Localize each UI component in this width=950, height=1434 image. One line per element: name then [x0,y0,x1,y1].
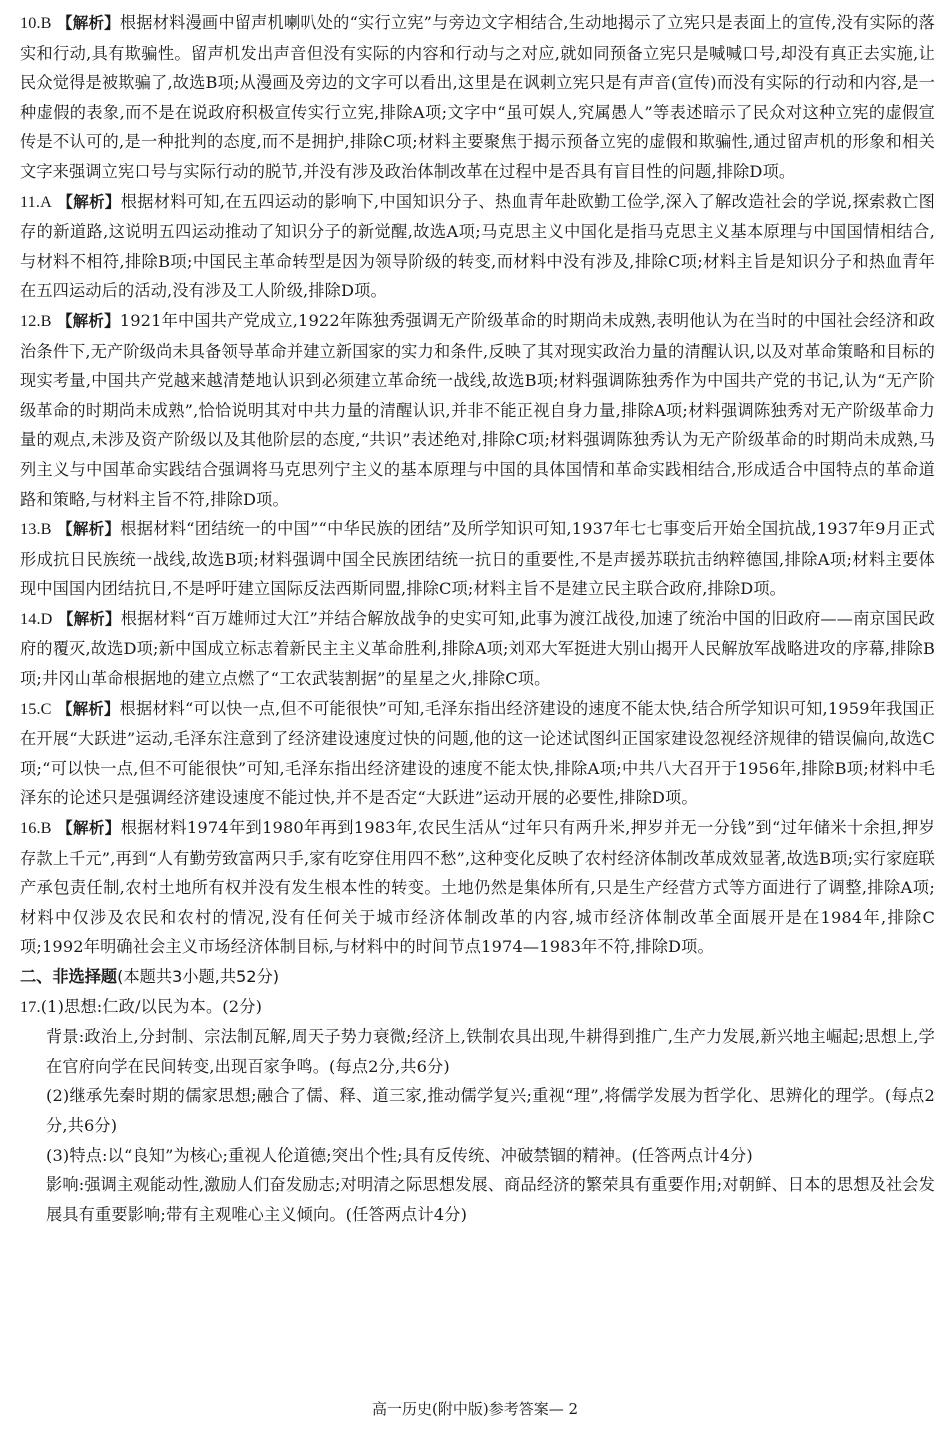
question-number: 10.B [20,14,52,32]
section-title: 非选择题 [52,967,118,986]
answer-item-17-part3: (3)特点:以“良知”为核心;重视人伦道德;突出个性;具有反传统、冲破禁锢的精神。(任答两点计4分) [46,1145,753,1165]
answer-item-13 [20,514,935,604]
question-number: 14.D [20,609,53,628]
analysis-text: 根据材料漫画中留声机喇叭处的“实行立宪”与旁边文字相结合,生动地揭示了立宪只是表面上的宣传,没有实际的落实和行动,具有欺骗性。留声机发出声音但没有实际的内容和行动与之对应,就如同预备立宪只是喊喊口号,却没有真正去实施,让民众觉得是被欺骗了,故选B项;从漫画及旁边的文字可以看出,这里是在讽刺立宪只是有声音(宣传)而没有实际的行动和内容,是一种虚假的表象,而不是在说政府积极宣传实行立宪,排除A项;文字中“虽可娱人,究属愚人”等表述暗示了民众对这种立宪的虚假宣传是不认可的,是一种批判的态度,而不是拥护,排除C项;材料主要聚焦于揭示预备立宪的虚假和欺骗性,通过留声机的形象和相关文字来强调立宪口号与实际行动的脱节,并没有涉及政治体制改革在过程中是否具有盲目性的问题,排除D项。 [20,13,936,181]
analysis-tag: 【解析】 [57,520,121,539]
question-number: 17. [20,997,41,1016]
answer-page [20,8,935,1229]
section-prefix: 二、 [20,967,53,986]
question-number: 13.B [20,520,52,539]
page-footer: 高一历史(附中版)参考答案— 2 [371,1400,579,1418]
answer-item-17-impact: 影响:强调主观能动性,激励人们奋发励志;对明清之际思想发展、商品经济的繁荣具有重要作用;对朝鲜、日本的思想及社会发展具有重要影响;带有主观唯心主义倾向。(任答两点计4分) [46,1175,935,1224]
question-number: 15.C [20,699,52,718]
answer-item-15 [20,694,935,813]
answer-item-17-background: 背景:政治上,分封制、宗法制瓦解,周天子势力衰微;经济上,铁制农具出现,牛耕得到推广,生产力发展,新兴地主崛起;思想上,学在官府向学在民间转变,出现百家争鸣。(每点2分,共6分) [46,1027,935,1076]
analysis-text: 根据材料“团结统一的中国”“中华民族的团结”及所学知识可知,1937年七七事变后开始全国抗战,1937年9月正式形成抗日民族统一战线,故选B项;材料强调中国全民族团结统一抗日的重要性,不是声援苏联抗击纳粹德国,排除A项;材料主要体现中国国内团结抗日,不是呼吁建立国际反法西斯同盟,排除C项;材料主旨不是建立民主联合政府,排除D项。 [20,519,936,599]
analysis-tag: 【解析】 [56,699,120,718]
question-number: 16.B [20,819,52,838]
answer-item-17-part2: (2)继承先秦时期的儒家思想;融合了儒、释、道三家,推动儒学复兴;重视“理”,将儒学发展为哲学化、思辨化的理学。(每点2分,共6分) [46,1086,935,1135]
answer-item-10 [20,8,935,187]
analysis-tag: 【解析】 [57,14,120,32]
question-number: 11.A [20,192,52,211]
question-number: 12.B [20,311,52,330]
answer-item-11 [20,187,935,306]
analysis-text: 根据材料1974年到1980年再到1983年,农民生活从“过年只有两升米,押岁并无一分钱”到“过年储米十余担,押岁存款上千元”,再到“人有勤劳致富两只手,家有吃穿住用四不愁”,这种变化反映了农村经济体制改革成效显著,故选B项;实行家庭联产承包责任制,农村土地所有权并没有发生根本性的转变。土地仍然是集体所有,只是生产经营方式等方面进行了调整,排除A项;材料中仅涉及农民和农村的情况,没有任何关于城市经济体制改革的内容,城市经济体制改革全面展开是在1984年,排除C项;1992年明确社会主义市场经济体制目标,与材料中的时间节点1974—1983年不符,排除D项。 [20,818,936,957]
section-heading [20,962,935,992]
analysis-text: 根据材料“可以快一点,但不可能很快”可知,毛泽东指出经济建设的速度不能太快,结合所学知识可知,1959年我国正在开展“大跃进”运动,毛泽东注意到了经济建设速度过快的问题,他的这一论述试图纠正国家建设忽视经济规律的错误偏向,故选C项;“可以快一点,但不可能很快”可知,毛泽东指出经济建设的速度不能太快,排除A项;中共八大召开于1956年,排除B项;材料中毛泽东的论述只是强调经济建设速度不能过快,并不是否定“大跃进”运动开展的必要性,排除D项。 [20,698,936,808]
analysis-text: 1921年中国共产党成立,1922年陈独秀强调无产阶级革命的时期尚未成熟,表明他认为在当时的中国社会经济和政治条件下,无产阶级尚未具备领导革命并建立新国家的实力和条件,反映了其对现实政治力量的清醒认识,以及对革命策略和目标的现实考量,中国共产党越来越清楚地认识到必须建立革命统一战线,故选B项;材料强调陈独秀作为中国共产党的书记,认为“无产阶级革命的时期尚未成熟”,恰恰说明其对中共力量的清醒认识,并非不能正视自身力量,排除A项;材料强调陈独秀对无产阶级革命力量的观点,未涉及资产阶级以及其他阶层的态度,“共识”表述绝对,排除C项;材料强调陈独秀认为无产阶级革命的时期尚未成熟,马列主义与中国革命实践结合强调将马克思列宁主义的基本原理与中国的具体国情和革命实践相结合,形成适合中国特点的革命道路和策略,与材料主旨不符,排除D项。 [20,310,935,509]
analysis-tag: 【解析】 [57,819,121,838]
answer-item-14 [20,604,935,694]
analysis-text: 根据材料“百万雄师过大江”并结合解放战争的史实可知,此事为渡江战役,加速了统治中国的旧政府——南京国民政府的覆灭,故选D项;新中国成立标志着新民主主义革命胜利,排除A项;刘邓大军挺进大别山揭开人民解放军战略进攻的序幕,排除B项;井冈山革命根据地的建立点燃了“工农武装割据”的星星之火,排除C项。 [20,608,936,689]
answer-text: (1)思想:仁政/以民为本。(2分) [40,996,263,1016]
answer-item-12 [20,306,935,514]
section-note: (本题共3小题,共52分) [117,967,280,986]
analysis-tag: 【解析】 [56,311,120,330]
analysis-tag: 【解析】 [57,192,121,211]
answer-item-16 [20,813,935,962]
analysis-tag: 【解析】 [57,609,121,628]
answer-item-17-part1 [20,992,935,1023]
analysis-text: 根据材料可知,在五四运动的影响下,中国知识分子、热血青年赴欧勤工俭学,深入了解改造社会的学说,探索救亡图存的新道路,这说明五四运动推动了知识分子的新觉醒,故选A项;马克思主义中国化是指马克思主义基本原理与中国国情相结合,与材料不相符,排除B项;中国民主革命转型是因为领导阶级的转变,而材料中没有涉及,排除C项;材料主旨是知识分子和热血青年在五四运动后的活动,没有涉及工人阶级,排除D项。 [20,191,936,301]
